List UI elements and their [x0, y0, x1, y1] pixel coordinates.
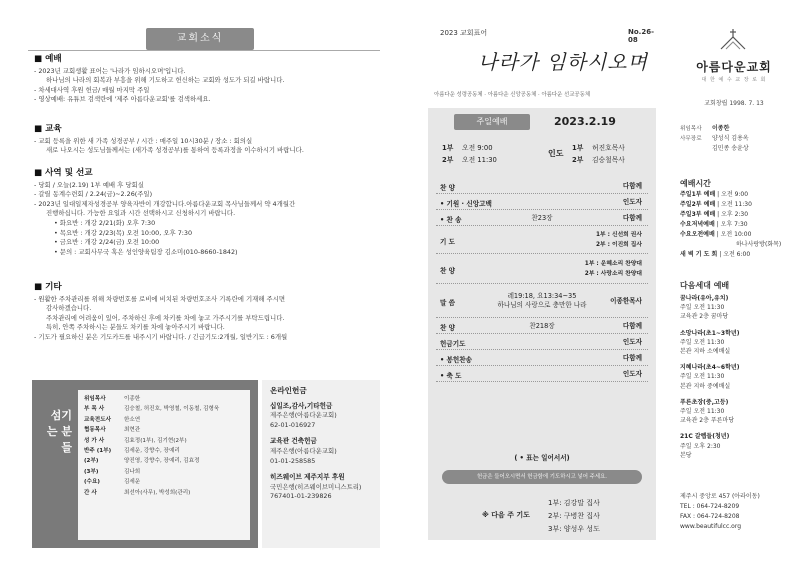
- next-prayer-item: 2부: 구병찬 집사: [548, 512, 600, 520]
- online-item: [270, 473, 372, 502]
- leader-name: 허진호목사: [592, 144, 625, 152]
- next-gen-name: 푸른초장(중,고등): [680, 398, 729, 406]
- pastor-row: [680, 134, 790, 144]
- order-row: [436, 210, 648, 226]
- news-line: - 2023년 일대일제자성경공부 양육자반이 개강합니다.아름다운교회 목사님들께서 약 4개월간: [34, 199, 296, 208]
- online-item-name: 십일조,감사,기타헌금: [270, 401, 333, 410]
- next-gen-time: 주일 오전 11:30: [680, 373, 725, 381]
- news-line: 새로 나오시는 성도님들께서는 (새가족 성경공부)를 통하여 등록과정을 이수하시기 바랍니다.: [46, 146, 304, 155]
- year-label: 2023 교회표어: [440, 29, 488, 37]
- staff-names: 양진영, 강향수, 장예리, 김효정: [124, 458, 200, 465]
- stand-note: ( • 표는 일어서서): [514, 454, 570, 462]
- next-gen-name: 21C 갈렙들(청년): [680, 433, 730, 441]
- staff-role: 부 목 사: [84, 406, 105, 413]
- news-line: - 기도가 필요하신 분은 기도카드를 내주시기 바랍니다. / 긴급기도:2개월, 일반기도 : 6개월: [34, 332, 288, 341]
- news-line: 주차관리에 어려움이 있어, 주차하신 후에 차키를 차에 놓고 가주시기를 부탁드립니다.: [46, 313, 285, 322]
- order-right: 인도자: [622, 369, 642, 378]
- staff-box: [32, 380, 258, 548]
- news-line: - 차세대사역 후원 헌금/ 매월 마지막 주일: [34, 85, 150, 94]
- staff-role: 반주 (1부): [84, 448, 112, 455]
- order-right: 다함께: [622, 321, 642, 330]
- staff-row: [84, 477, 244, 487]
- time-label: 새 벽 기 도 회: [680, 251, 718, 258]
- church-logo-icon: [718, 28, 748, 50]
- next-gen-place: 교육관 2층 꿈마당: [680, 313, 729, 321]
- news-line: - 영상예배: 유튜브 검색란에 '제주 아름다운교회'를 검색하세요.: [34, 95, 211, 104]
- time-label: 수요저녁예배: [680, 221, 715, 228]
- next-gen-place: 본관 지하 소예배실: [680, 348, 731, 356]
- time-value: 오후 2:30: [721, 211, 749, 218]
- denomination: 대 한 예 수 교 장 로 회: [701, 77, 767, 83]
- next-prayer-label: ※ 다음 주 기도: [482, 511, 530, 519]
- online-item-name: 히즈웨이브 제주지부 후원: [270, 473, 345, 482]
- pastor-role: 위임목사: [680, 126, 702, 132]
- fax: FAX : 064-724-8208: [680, 513, 740, 520]
- news-line: - 원활한 주차관리를 위해 차량번호를 로비에 비치된 차량번호조사 기록란에 기재해 주시면: [34, 294, 286, 303]
- order-label: 기 도: [440, 238, 456, 246]
- news-worship-title: ■ 예배: [34, 54, 62, 64]
- service-time: 오전 11:30: [462, 156, 497, 164]
- order-row: [436, 334, 648, 350]
- next-gen-title: 다음세대 예배: [680, 281, 730, 290]
- news-line: 하나님의 나라의 회복과 부흥을 위해 기도하고 헌신하는 교회와 성도가 되길 바랍니다.: [46, 76, 285, 85]
- worship-tab: 주일예배: [454, 114, 530, 130]
- next-gen-name: 소망나라(초1~3학년): [680, 329, 740, 337]
- order-row: [436, 194, 648, 210]
- staff-names: 김효정(1부), 김기현(2부): [124, 437, 187, 444]
- next-gen-place: 교육관 2층 푸른마당: [680, 417, 735, 425]
- middle-column: [428, 28, 656, 548]
- pastor-name: 양성식 김용옥: [712, 135, 749, 142]
- news-line: • 문의 : 교회사무국 혹은 성인양육팀장 김소미(010-8660-1842): [54, 247, 238, 256]
- pastor-role: [680, 144, 712, 154]
- online-offering-box: [262, 380, 380, 548]
- news-line: 특히, 안쪽 주차하시는 분들도 차키를 차에 놓아주시기 바랍니다.: [46, 323, 225, 332]
- online-item-bank: 국민은행(히즈웨이브미니스트리): [270, 482, 362, 491]
- address: 제주시 중앙로 457 (아라이동): [680, 493, 760, 500]
- news-education: [34, 125, 378, 156]
- online-item-account: 767401-01-239826: [270, 492, 332, 501]
- website-link[interactable]: www.beautifulcc.org: [680, 523, 742, 530]
- order-label: 찬 양: [440, 324, 456, 332]
- issue-number: No.26-08: [628, 28, 654, 44]
- staff-title: 섬기는 분들: [46, 409, 72, 454]
- next-gen-name: 지혜나라(초4~6학년): [680, 364, 740, 372]
- next-gen-item: [680, 294, 790, 322]
- pastor-role: 사무장로: [680, 136, 702, 142]
- news-worship: [34, 55, 378, 105]
- staff-role: 위임목사: [84, 396, 106, 402]
- staff-list: [78, 390, 250, 540]
- order-middle: 찬23장: [531, 213, 553, 222]
- service-part: 2부: [442, 156, 454, 164]
- church-name: 아름다운교회: [696, 60, 772, 74]
- staff-row: [84, 394, 244, 404]
- worship-order: [436, 178, 648, 382]
- next-gen-time: 주일 오전 11:30: [680, 338, 725, 346]
- pastors-list: [680, 124, 790, 154]
- time-label: 주일3부 예배: [680, 211, 716, 218]
- staff-names: 김나희: [124, 468, 141, 475]
- news-line: - 교회 등록을 위한 새 가족 성경공부 / 시간 : 매주일 10시30분 / 장소 : 회의실: [34, 136, 253, 145]
- time-row: 주일1부 예배 | 오전 9:00: [680, 191, 749, 198]
- order-row: [436, 366, 648, 382]
- news-box: [28, 50, 380, 368]
- news-line: 진행하십니다. 가능한 요일과 시간 선택하시고 신청하시기 바랍니다.: [46, 209, 236, 218]
- leader-part: 2부: [572, 156, 584, 164]
- next-prayer-item: 1부: 김강말 집사: [548, 499, 600, 507]
- staff-role: 성 가 사: [84, 437, 105, 444]
- order-right: 1부 : 신선희 권사 2부 : 이진희 집사: [595, 232, 642, 248]
- online-item-account: 01-01-258585: [270, 456, 316, 465]
- next-gen-time: 주일 오후 2:30: [680, 442, 721, 450]
- staff-row: [84, 404, 244, 414]
- contact-info: [680, 492, 760, 532]
- staff-row: [84, 436, 244, 446]
- next-gen-time: 주일 오전 11:30: [680, 304, 725, 312]
- online-title: 온라인헌금: [270, 386, 307, 395]
- left-column: [28, 28, 380, 548]
- order-row: [436, 178, 648, 194]
- news-line: - 당회 / 오늘(2.19) 1부 예배 후 당회실: [34, 180, 144, 189]
- staff-names: 김승철, 허진호, 박영철, 이동철, 김형욱: [124, 406, 220, 413]
- next-gen-name: 꿈나라(유아,유치): [680, 295, 729, 302]
- online-item-account: 62-01-016927: [270, 420, 316, 429]
- next-gen-list: [680, 294, 790, 467]
- time-row: 수요저녁예배 | 오후 7:30: [680, 221, 748, 228]
- order-row: [436, 254, 648, 284]
- time-value: 오전 6:00: [723, 251, 751, 258]
- time-label: 주일1부 예배: [680, 191, 716, 198]
- staff-row: [84, 456, 244, 466]
- pastor-row: [680, 144, 790, 154]
- news-etc-title: ■ 기타: [34, 282, 62, 292]
- time-value: 오전 11:30: [721, 201, 752, 208]
- order-row: [436, 226, 648, 254]
- staff-role: 협동목사: [84, 427, 106, 434]
- time-label: 주일2부 예배: [680, 201, 716, 208]
- order-label: 찬 양: [440, 184, 456, 192]
- order-right: 이종한목사: [610, 296, 642, 305]
- order-row: [436, 318, 648, 334]
- order-label: • 축 도: [440, 372, 462, 380]
- time-row: 주일2부 예배 | 오전 11:30: [680, 201, 752, 208]
- staff-role: 교육전도사: [84, 416, 112, 423]
- next-prayer-item: 3부: 양성우 성도: [548, 525, 600, 533]
- order-label: 헌금기도: [440, 340, 466, 348]
- staff-role: (수요): [84, 479, 100, 486]
- time-value: 오전 10:00: [720, 231, 752, 238]
- next-gen-item: [680, 329, 790, 357]
- next-gen-item: [680, 363, 790, 391]
- staff-row: [84, 415, 244, 425]
- staff-row: [84, 425, 244, 435]
- news-etc: [34, 283, 378, 343]
- news-mission-title: ■ 사역 및 선교: [34, 168, 93, 178]
- news-line: 감사하겠습니다.: [46, 304, 92, 313]
- pastor-row: [680, 124, 790, 134]
- order-row: [436, 350, 648, 366]
- order-right: 인도자: [622, 337, 642, 346]
- order-right: 다함께: [622, 213, 642, 222]
- staff-names: 최현관: [124, 427, 141, 434]
- order-label: 찬 양: [440, 267, 456, 275]
- order-right: 인도자: [622, 197, 642, 206]
- worship-panel: [428, 108, 656, 540]
- staff-names: 최선아(사무), 박성희(관리): [124, 489, 191, 496]
- service-part: 1부: [442, 144, 454, 152]
- leader-label: 인도: [548, 149, 564, 158]
- staff-row: [84, 467, 244, 477]
- time-row: [680, 240, 790, 250]
- news-line: - 갈릴 동계수련회 / 2.24(금)~2.26(주일): [34, 190, 153, 199]
- service-times: [436, 140, 648, 170]
- time-value: 오전 9:00: [721, 191, 749, 198]
- news-line: • 화요반 : 개강 2/21(화) 오후 7:30: [54, 218, 156, 227]
- news-mission: [34, 169, 378, 257]
- online-item-bank: 제주은행(아름다운교회): [270, 411, 337, 420]
- staff-role: (3부): [84, 468, 99, 475]
- next-prayer: [428, 496, 656, 540]
- service-times-list: [680, 190, 790, 260]
- pastor-name: 김민종 송윤상: [712, 145, 749, 152]
- times-title: 예배시간: [680, 179, 711, 188]
- staff-role: 간 사: [84, 489, 97, 496]
- staff-names: 이종한: [124, 396, 141, 402]
- time-row: 주일3부 예배 | 오후 2:30: [680, 211, 749, 218]
- order-label: • 찬 송: [440, 216, 462, 224]
- offering-note: 헌금은 들어오시면서 헌금함에 기도하시고 넣어 주세요.: [442, 470, 642, 484]
- news-education-title: ■ 교육: [34, 124, 62, 134]
- online-item: [270, 402, 372, 431]
- next-gen-item: [680, 432, 790, 460]
- service-time: 오전 9:00: [462, 144, 493, 152]
- order-middle: 레19:18, 요13:34~35 하나님의 사랑으로 충만한 나라: [497, 292, 587, 309]
- phone: TEL : 064-724-8209: [680, 503, 740, 510]
- news-line: • 목요반 : 개강 2/23(목) 오전 10:00, 오후 7:30: [54, 228, 193, 237]
- time-value: 하나사랑방(화목): [736, 241, 782, 248]
- staff-names: 김세운, 강향수, 장예리: [124, 448, 180, 455]
- news-line: - 2023년 교회생활 표어는 '나라가 임하시오며'입니다.: [34, 66, 186, 75]
- communities-line: 아름다운 성령공동체 · 아름다운 신앙공동체 · 아름다운 선교공동체: [434, 92, 591, 98]
- order-label: • 기원 · 신앙고백: [440, 200, 492, 208]
- worship-date: 2023.2.19: [554, 115, 616, 128]
- online-item: [270, 437, 372, 466]
- news-tab: 교회소식: [146, 28, 254, 50]
- pastor-name: 이종한: [712, 125, 730, 132]
- time-row: 새 벽 기 도 회 | 오전 6:00: [680, 251, 751, 258]
- leader-part: 1부: [572, 144, 584, 152]
- order-right: 1부 : 운혜소리 찬양대 2부 : 사랑소리 찬양대: [584, 261, 642, 277]
- time-row: 수요오전예배 | 오전 10:00: [680, 231, 752, 238]
- worship-header: [454, 112, 650, 134]
- order-row: [436, 284, 648, 318]
- order-right: 다함께: [622, 353, 642, 362]
- time-value: 오후 7:30: [720, 221, 748, 228]
- next-gen-time: 주일 오전 11:30: [680, 408, 725, 416]
- leader-name: 김승철목사: [592, 156, 625, 164]
- staff-names: 한소연: [124, 416, 141, 423]
- next-gen-place: 본당: [680, 451, 692, 459]
- order-right: 다함께: [622, 181, 642, 190]
- theme-title: 나라가 임하시오며: [478, 50, 648, 74]
- staff-row: [84, 446, 244, 456]
- order-label: 말 씀: [440, 299, 456, 307]
- online-item-name: 교육관 건축헌금: [270, 437, 317, 446]
- next-gen-item: [680, 398, 790, 426]
- online-item-bank: 제주은행(아름다운교회): [270, 446, 337, 455]
- staff-role: (2부): [84, 458, 99, 465]
- right-column: [678, 28, 790, 548]
- staff-row: [84, 488, 244, 498]
- staff-names: 김세운: [124, 479, 141, 486]
- order-middle: 찬218장: [529, 321, 555, 330]
- next-gen-place: 본관 지하 중예배실: [680, 382, 731, 390]
- time-label: 수요오전예배: [680, 231, 715, 238]
- established: 교회창립 1998. 7. 13: [704, 100, 764, 107]
- order-label: • 봉헌찬송: [440, 356, 472, 364]
- news-line: • 금요반 : 개강 2/24(금) 오전 10:00: [54, 238, 160, 247]
